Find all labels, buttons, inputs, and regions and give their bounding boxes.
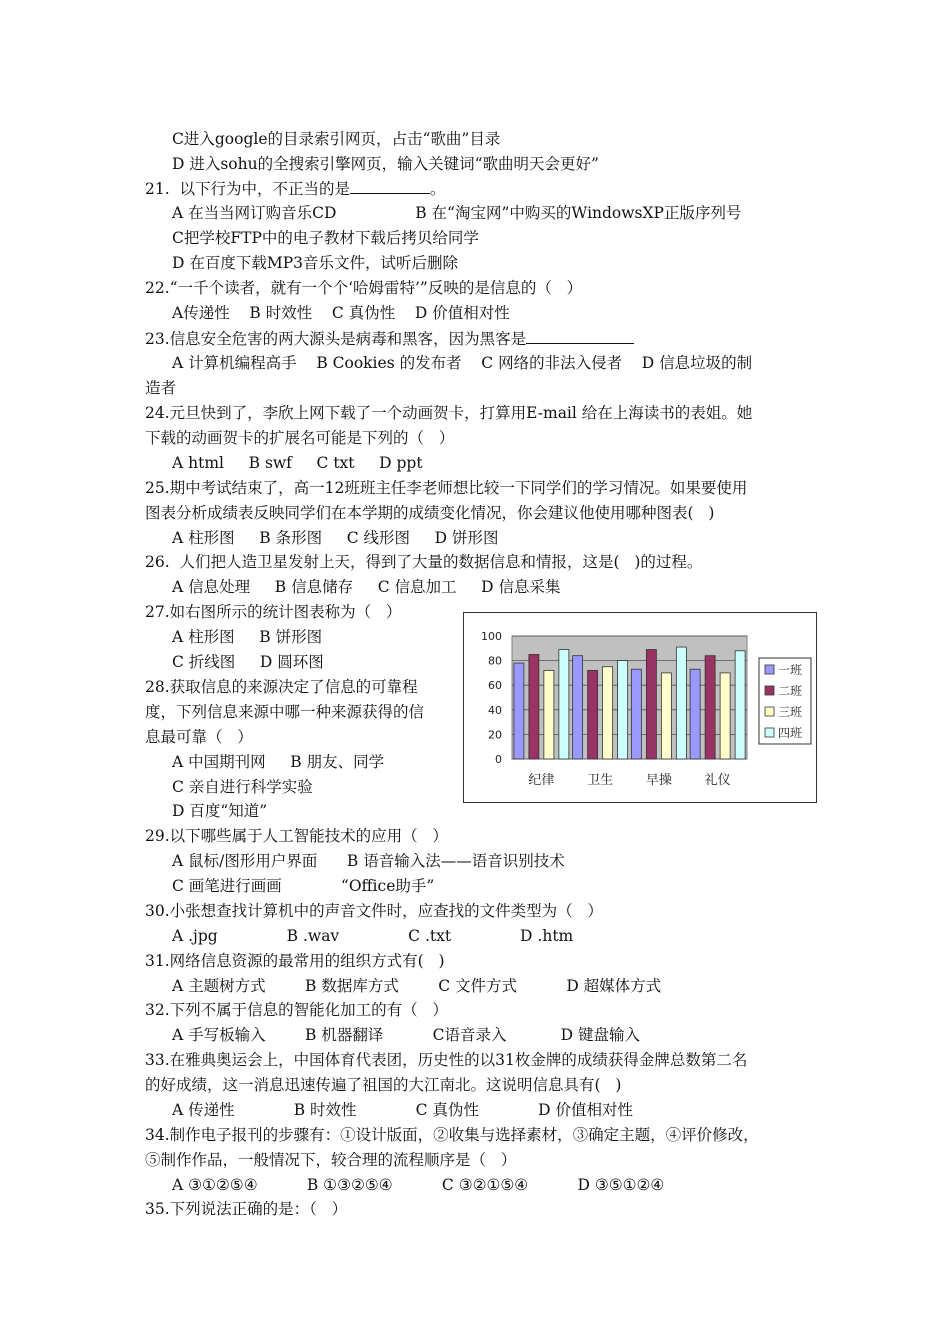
text-line-content: A 信息处理 B 信息储存 C 信息加工 D 信息采集 — [172, 578, 561, 596]
text-line-content: 30.小张想查找计算机中的声音文件时，应查找的文件类型为（ ） — [145, 902, 603, 920]
text-line — [145, 552, 702, 572]
bar — [618, 661, 628, 759]
text-line — [145, 1150, 516, 1170]
y-tick-label: 40 — [488, 703, 502, 717]
bar — [559, 650, 569, 759]
bar — [720, 673, 730, 759]
text-line — [145, 826, 448, 846]
text-line-content: 21. 以下行为中，不正当的是 — [145, 180, 351, 198]
text-line-content: C 画笔进行画画 “Office助手” — [172, 877, 435, 895]
text-line-content: 22.“一千个读者，就有一个个‘哈姆雷特’”反映的是信息的（ ） — [145, 279, 583, 297]
x-category-label: 纪律 — [528, 773, 555, 788]
statistics-chart — [463, 612, 817, 803]
x-category-label: 礼仪 — [704, 773, 731, 788]
text-line — [145, 503, 714, 523]
text-line-content: D 进入sohu的全搜索引擎网页，输入关键词“歌曲明天会更好” — [172, 155, 599, 173]
y-tick-label: 0 — [495, 753, 502, 766]
legend-swatch — [765, 728, 774, 737]
bar — [705, 656, 715, 759]
text-line-content: 度，下列信息来源中哪一种来源获得的信 — [145, 703, 425, 721]
text-line — [172, 926, 573, 946]
answer-blank[interactable] — [526, 328, 634, 344]
text-line — [172, 303, 510, 323]
text-line-content: A 在当当网订购音乐CD B 在“淘宝网”中购买的WindowsXP正版序列号 — [172, 204, 742, 222]
text-line-content: A ③①②⑤④ B ①③②⑤④ C ③②①⑤④ D ③⑤①②④ — [172, 1176, 665, 1194]
text-line — [145, 1050, 747, 1070]
text-line-content: 25.期中考试结束了，高一12班班主任李老师想比较一下同学们的学习情况。如果要使用 — [145, 479, 748, 497]
bar — [661, 673, 671, 759]
text-line-content: 31.网络信息资源的最常用的组织方式有( ) — [145, 952, 445, 970]
text-line — [145, 428, 454, 448]
text-line — [145, 1199, 347, 1219]
text-line — [172, 203, 741, 223]
y-tick-label: 80 — [488, 654, 502, 668]
text-line — [145, 727, 253, 747]
text-line — [145, 328, 634, 349]
text-line — [145, 478, 747, 498]
text-line — [145, 602, 401, 622]
text-line — [172, 1025, 640, 1045]
text-line-content: 26. 人们把人造卫星发射上天，得到了大量的数据信息和情报，这是( )的过程。 — [145, 553, 703, 571]
text-line — [145, 951, 445, 971]
legend-label: 二班 — [778, 684, 803, 698]
text-line-content: A 计算机编程高手 B Cookies 的发布者 C 网络的非法入侵者 D 信息垃圾的制 — [172, 354, 753, 372]
text-line — [172, 577, 561, 597]
text-line — [145, 901, 603, 921]
text-line-content: A 主题树方式 B 数据库方式 C 文件方式 D 超媒体方式 — [172, 977, 662, 995]
text-line — [172, 851, 565, 871]
text-line-content: 27.如右图所示的统计图表称为（ ） — [145, 603, 402, 621]
text-line-content: 35.下列说法正确的是：（ ） — [145, 1200, 348, 1218]
text-line-content: 下载的动画贺卡的扩展名可能是下列的（ ） — [145, 429, 455, 447]
legend-label: 四班 — [778, 726, 803, 740]
text-line — [172, 1175, 664, 1195]
bar — [631, 669, 641, 759]
text-line — [172, 777, 313, 797]
text-line — [172, 876, 434, 896]
y-tick-label: 60 — [488, 679, 502, 693]
text-line-content: A传递性 B 时效性 C 真伪性 D 价值相对性 — [172, 304, 510, 322]
legend-label: 一班 — [778, 663, 803, 677]
text-line-suffix: 。 — [430, 180, 446, 198]
text-line — [172, 253, 458, 273]
legend-swatch — [765, 707, 774, 716]
text-line — [172, 129, 500, 149]
bar — [544, 670, 554, 759]
text-line — [172, 976, 661, 996]
x-category-label: 卫生 — [587, 773, 614, 788]
y-tick-label: 20 — [488, 728, 502, 742]
text-line — [172, 228, 479, 248]
text-line-content: 24.元旦快到了，李欣上网下载了一个动画贺卡，打算用E-mail 给在上海读书的表姐。她 — [145, 404, 753, 422]
text-line-content: ⑤制作作品，一般情况下，较合理的流程顺序是（ ） — [145, 1151, 517, 1169]
bar — [646, 650, 656, 759]
text-line — [172, 752, 384, 772]
bar — [735, 651, 745, 759]
bar — [690, 669, 700, 759]
x-category-label: 早操 — [645, 773, 672, 788]
text-line-content: 23.信息安全危害的两大源头是病毒和黑客，因为黑客是 — [145, 330, 527, 348]
text-line-content: D 百度“知道” — [172, 802, 268, 820]
text-line — [172, 627, 322, 647]
bar — [514, 663, 524, 759]
text-line — [172, 528, 499, 548]
bar — [676, 647, 686, 759]
text-line — [172, 453, 423, 473]
text-line-content: 32.下列不属于信息的智能化加工的有（ ） — [145, 1001, 448, 1019]
text-line-content: A 柱形图 B 饼形图 — [172, 628, 323, 646]
bar — [573, 656, 583, 759]
text-line — [172, 801, 267, 821]
text-line — [145, 1075, 621, 1095]
text-line — [145, 677, 418, 697]
text-line-content: 图表分析成绩表反映同学们在本学期的成绩变化情况，你会建议他使用哪种图表( ) — [145, 504, 715, 522]
bar — [588, 670, 598, 759]
text-line — [172, 353, 752, 373]
text-line-content: C 亲自进行科学实验 — [172, 778, 313, 796]
text-line-content: 造者 — [145, 379, 177, 397]
text-line — [172, 154, 599, 174]
bar — [529, 654, 539, 759]
bar-chart-svg — [464, 613, 816, 802]
text-line-content: 34.制作电子报刊的步骤有：①设计版面，②收集与选择素材，③确定主题，④评价修改， — [145, 1126, 759, 1144]
text-line-content: 28.获取信息的来源决定了信息的可靠程 — [145, 678, 418, 696]
text-line-content: C 折线图 D 圆环图 — [172, 653, 324, 671]
bar — [603, 667, 613, 759]
text-line-content: A 柱形图 B 条形图 C 线形图 D 饼形图 — [172, 529, 499, 547]
text-line-content: A 鼠标/图形用户界面 B 语音输入法——语音识别技术 — [172, 852, 565, 870]
y-tick-label: 100 — [481, 630, 502, 643]
text-line-content: A 传递性 B 时效性 C 真伪性 D 价值相对性 — [172, 1101, 633, 1119]
text-line — [145, 403, 752, 423]
text-line-content: A 手写板输入 B 机器翻译 C语音录入 D 键盘输入 — [172, 1026, 641, 1044]
text-line — [172, 1100, 633, 1120]
legend-swatch — [765, 665, 774, 674]
text-line-content: 29.以下哪些属于人工智能技术的应用（ ） — [145, 827, 448, 845]
text-line-content: A .jpg B .wav C .txt D .htm — [172, 927, 574, 945]
text-line — [172, 652, 324, 672]
text-line-content: C进入google的目录索引网页，占击“歌曲”目录 — [172, 130, 501, 148]
text-line-content: D 在百度下载MP3音乐文件，试听后删除 — [172, 254, 459, 272]
text-line — [145, 278, 582, 298]
text-line-content: 33.在雅典奥运会上，中国体育代表团，历史性的以31枚金牌的成绩获得金牌总数第二名 — [145, 1051, 748, 1069]
legend-swatch — [765, 686, 774, 695]
text-line — [145, 702, 424, 722]
text-line-content: A 中国期刊网 B 朋友、同学 — [172, 753, 385, 771]
text-line — [145, 1125, 759, 1145]
text-line-content: 息最可靠（ ） — [145, 728, 253, 746]
text-line — [145, 1000, 448, 1020]
text-line — [145, 178, 446, 199]
text-line-content: C把学校FTP中的电子教材下载后拷贝给同学 — [172, 229, 479, 247]
text-line-content: 的好成绩，这一消息迅速传遍了祖国的大江南北。这说明信息具有( ) — [145, 1076, 622, 1094]
answer-blank[interactable] — [350, 178, 430, 194]
legend-label: 三班 — [778, 705, 803, 719]
text-line-content: A html B swf C txt D ppt — [172, 454, 423, 472]
text-line — [145, 378, 176, 398]
